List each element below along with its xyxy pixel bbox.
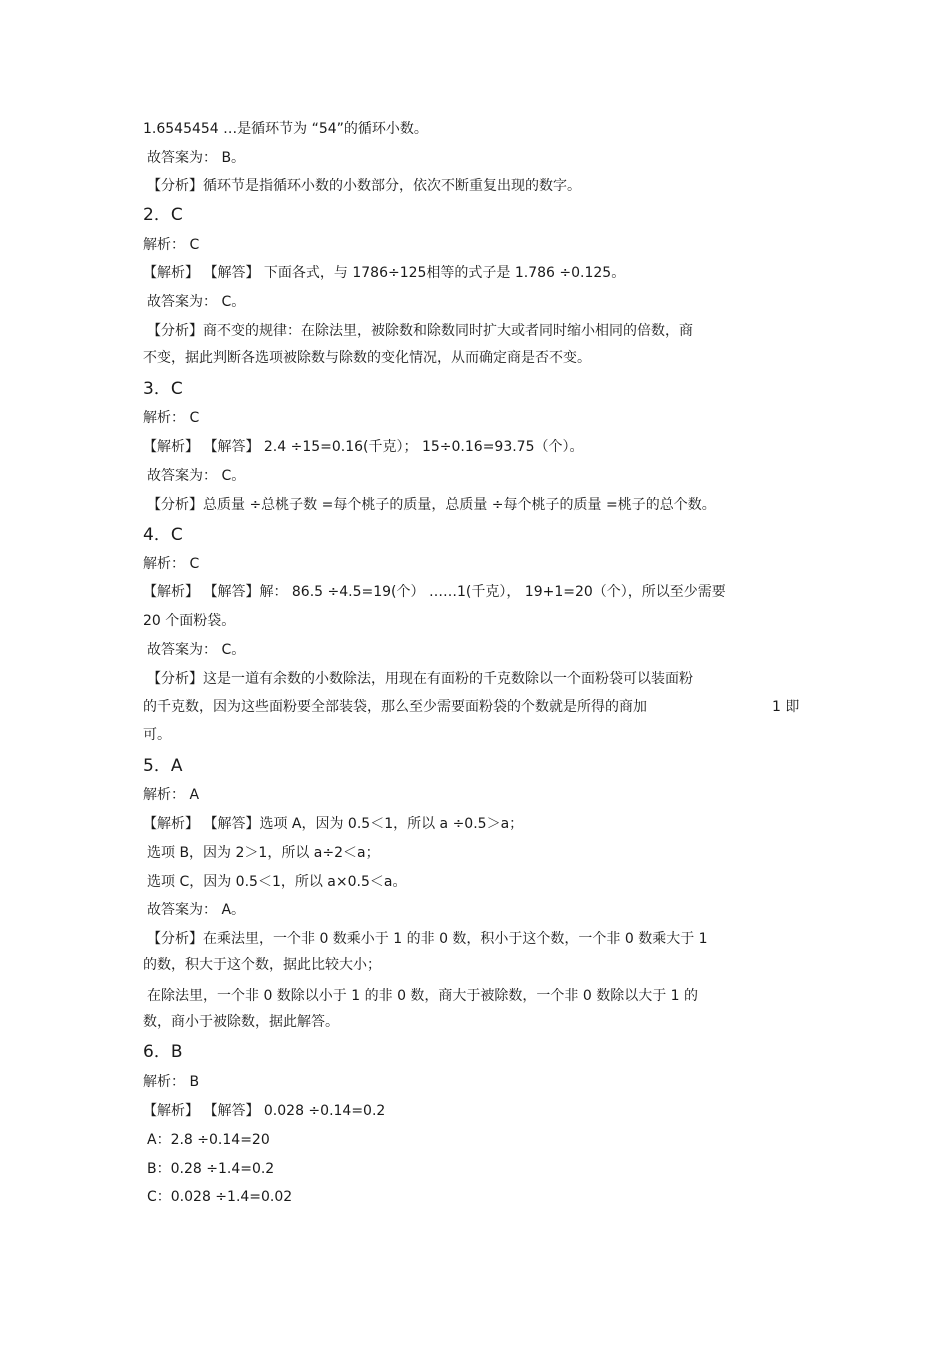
text-line: 1.6545454 …是循环节为 “54”的循环小数。 — [143, 121, 428, 137]
solution-line: 【解析】 【解答】 0.028 ÷0.14=0.2 — [143, 1103, 386, 1119]
analysis-line: 【分析】这是一道有余数的小数除法，用现在有面粉的千克数除以一个面粉袋可以装面粉 — [147, 671, 693, 687]
analysis-line: 的数，积大于这个数，据此比较大小； — [143, 957, 381, 973]
analysis-line: 【分析】循环节是指循环小数的小数部分，依次不断重复出现的数字。 — [147, 178, 581, 194]
solution-line: 选项 B，因为 2＞1，所以 a÷2＜a； — [147, 845, 380, 861]
answer-line: 故答案为： B。 — [147, 150, 246, 166]
option-line: A：2.8 ÷0.14=20 — [147, 1132, 270, 1148]
explanation-label: 解析： C — [143, 556, 200, 572]
analysis-line: 在除法里，一个非 0 数除以小于 1 的非 0 数，商大于被除数，一个非 0 数除以大于 1 的 — [147, 988, 699, 1004]
analysis-line: 的千克数，因为这些面粉要全部装袋，那么至少需要面粉袋的个数就是所得的商加 — [143, 699, 647, 715]
option-line: C：0.028 ÷1.4=0.02 — [147, 1189, 293, 1205]
solution-line: 选项 C，因为 0.5＜1，所以 a×0.5＜a。 — [147, 874, 407, 890]
explanation-label: 解析： A — [143, 787, 200, 803]
analysis-line: 数，商小于被除数，据此解答。 — [143, 1014, 339, 1030]
answer-line: 故答案为： C。 — [147, 642, 246, 658]
analysis-line-end: 1 即 — [772, 699, 800, 715]
answer-line: 故答案为： A。 — [147, 902, 246, 918]
option-line: B：0.28 ÷1.4=0.2 — [147, 1161, 275, 1177]
solution-line: 【解析】 【解答】选项 A，因为 0.5＜1，所以 a ÷0.5＞a； — [143, 816, 524, 832]
explanation-label: 解析： B — [143, 1074, 200, 1090]
solution-line: 【解析】 【解答】 下面各式，与 1786÷125相等的式子是 1.786 ÷0.125。 — [143, 265, 626, 281]
analysis-line: 【分析】总质量 ÷总桃子数 =每个桃子的质量，总质量 ÷每个桃子的质量 =桃子的总个数。 — [147, 497, 716, 513]
solution-line: 【解析】 【解答】 2.4 ÷15=0.16(千克）； 15÷0.16=93.75（个）。 — [143, 439, 584, 455]
solution-line: 20 个面粉袋。 — [143, 613, 236, 629]
analysis-line: 【分析】商不变的规律：在除法里，被除数和除数同时扩大或者同时缩小相同的倍数，商 — [147, 323, 693, 339]
explanation-label: 解析： C — [143, 237, 200, 253]
analysis-line: 【分析】在乘法里，一个非 0 数乘小于 1 的非 0 数，积小于这个数，一个非 0 数乘大于 1 — [147, 931, 708, 947]
question-heading-6: 6．B — [143, 1042, 183, 1062]
question-heading-3: 3．C — [143, 379, 183, 399]
analysis-line: 可。 — [143, 727, 171, 743]
solution-line: 【解析】 【解答】解： 86.5 ÷4.5=19(个） ……1(千克）， 19+1=20（个），所以至少需要 — [143, 584, 726, 600]
answer-line: 故答案为： C。 — [147, 468, 246, 484]
analysis-line: 不变，据此判断各选项被除数与除数的变化情况，从而确定商是否不变。 — [143, 350, 591, 366]
question-heading-5: 5．A — [143, 756, 183, 776]
answer-line: 故答案为： C。 — [147, 294, 246, 310]
question-heading-4: 4．C — [143, 525, 183, 545]
explanation-label: 解析： C — [143, 410, 200, 426]
question-heading-2: 2．C — [143, 205, 183, 225]
